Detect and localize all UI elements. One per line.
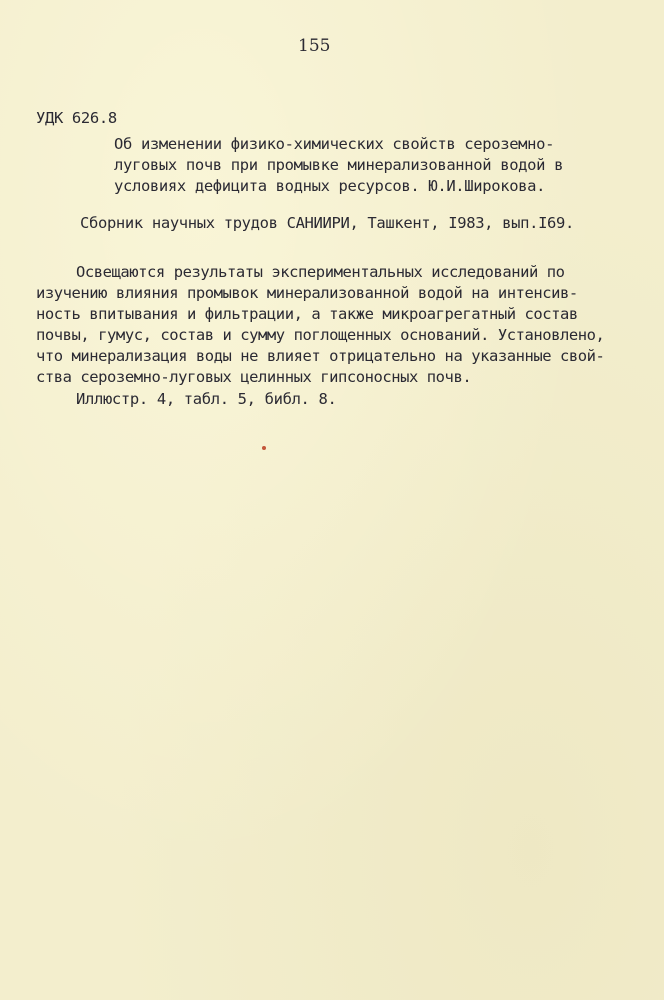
title-line: луговых почв при промывке минерализованной водой в	[114, 156, 564, 174]
abstract-line: почвы, гумус, состав и сумму поглощенных оснований. Установлено,	[36, 326, 605, 344]
source-citation: Сборник научных трудов САНИИРИ, Ташкент, I983, вып.I69.	[80, 214, 574, 232]
illustration-count: Иллюстр. 4, табл. 5, библ. 8.	[76, 390, 337, 408]
abstract-line: что минерализация воды не влияет отрицательно на указанные свой-	[36, 347, 605, 365]
abstract-line: ность впитывания и фильтрации, а также микроагрегатный состав	[36, 305, 578, 323]
page-number: 155	[298, 36, 331, 56]
udk-code: УДК 626.8	[36, 109, 117, 127]
abstract-line: ства сероземно-луговых целинных гипсоносных почв.	[36, 368, 472, 386]
title-line: Об изменении физико-химических свойств сероземно-	[114, 135, 555, 153]
ink-speck	[262, 446, 266, 450]
title-line: условиях дефицита водных ресурсов. Ю.И.Широкова.	[114, 177, 546, 195]
abstract-line: Освещаются результаты экспериментальных исследований по	[76, 263, 565, 281]
abstract-line: изучению влияния промывок минерализованной водой на интенсив-	[36, 284, 578, 302]
